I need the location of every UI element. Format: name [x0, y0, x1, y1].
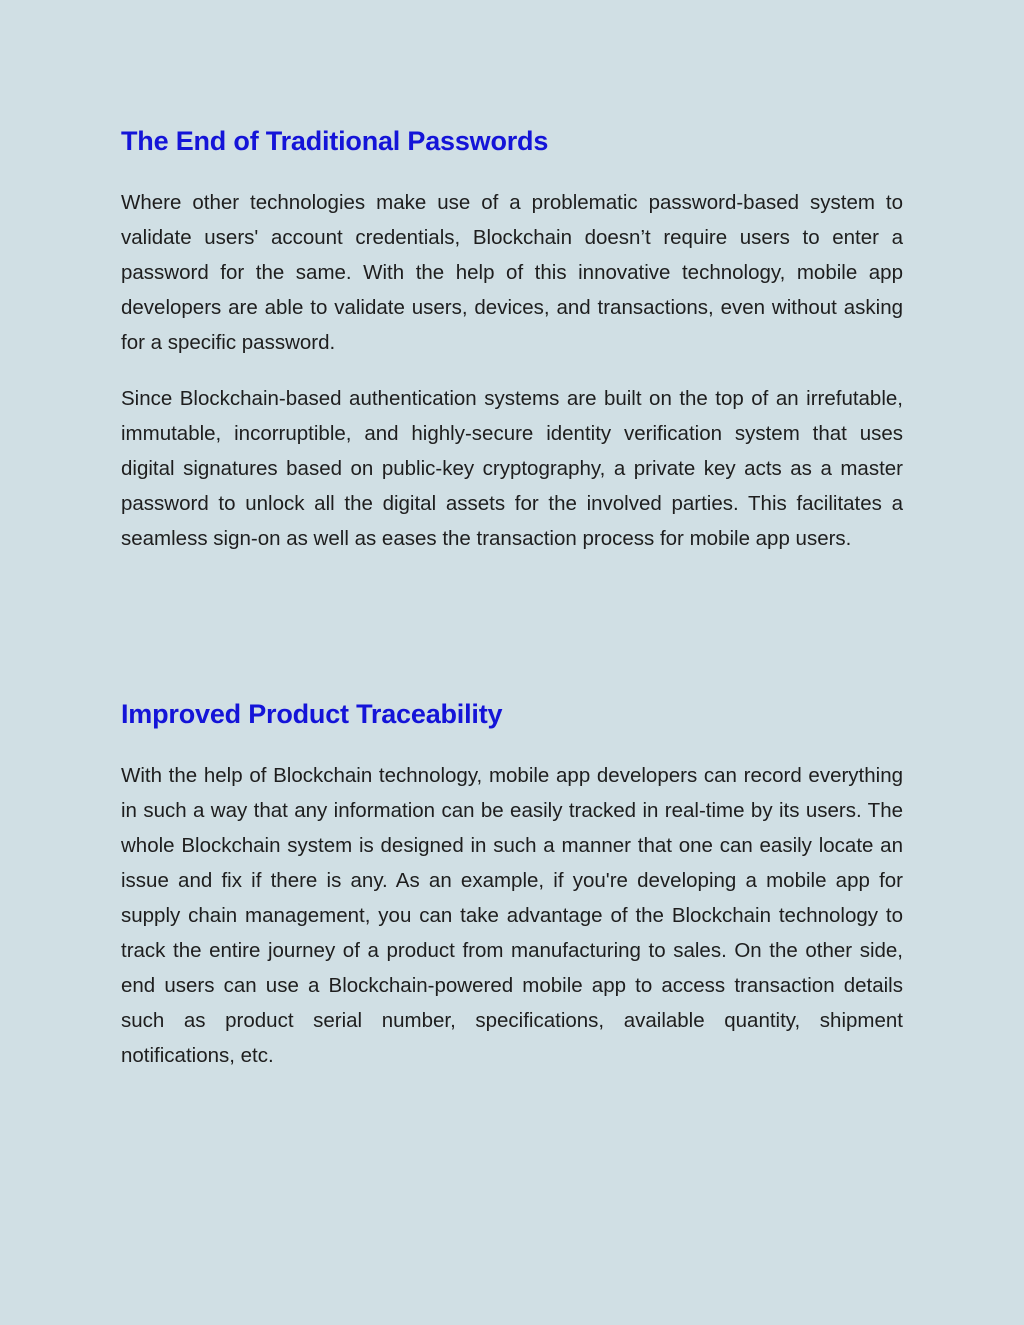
section-title-traditional-passwords: The End of Traditional Passwords [121, 126, 549, 156]
section-title-product-traceability: Improved Product Traceability [121, 699, 503, 729]
section-2-paragraph-1: With the help of Blockchain technology, mobile app developers can record everything in such a way that any information can be easily tracked in real-time by its users. The whole Blockchain system is designed in such a manner that one can easily locate an issue and fix if there is any. As an example, if you're developing a mobile app for supply chain management, you can take advantage of the Blockchain technology to track the entire journey of a product from manufacturing to sales. On the other side, end users can use a Blockchain-powered mobile app to access transaction details such as product serial number, specifications, available quantity, shipment notifications, etc. [121, 764, 903, 1067]
section-1-paragraph-2: Since Blockchain-based authentication systems are built on the top of an irrefutable, immutable, incorruptible, and highly-secure identity verification system that uses digital signatures based on public-key cryptography, a private key acts as a master password to unlock all the digital assets for the involved parties. This facilitates a seamless sign-on as well as eases the transaction process for mobile app users. [121, 387, 903, 550]
section-1-paragraph-1: Where other technologies make use of a problematic password-based system to validate users' account credentials, Blockchain doesn’t require users to enter a password for the same. With the help of this innovative technology, mobile app developers are able to validate users, devices, and transactions, even without asking for a specific password. [121, 191, 903, 354]
